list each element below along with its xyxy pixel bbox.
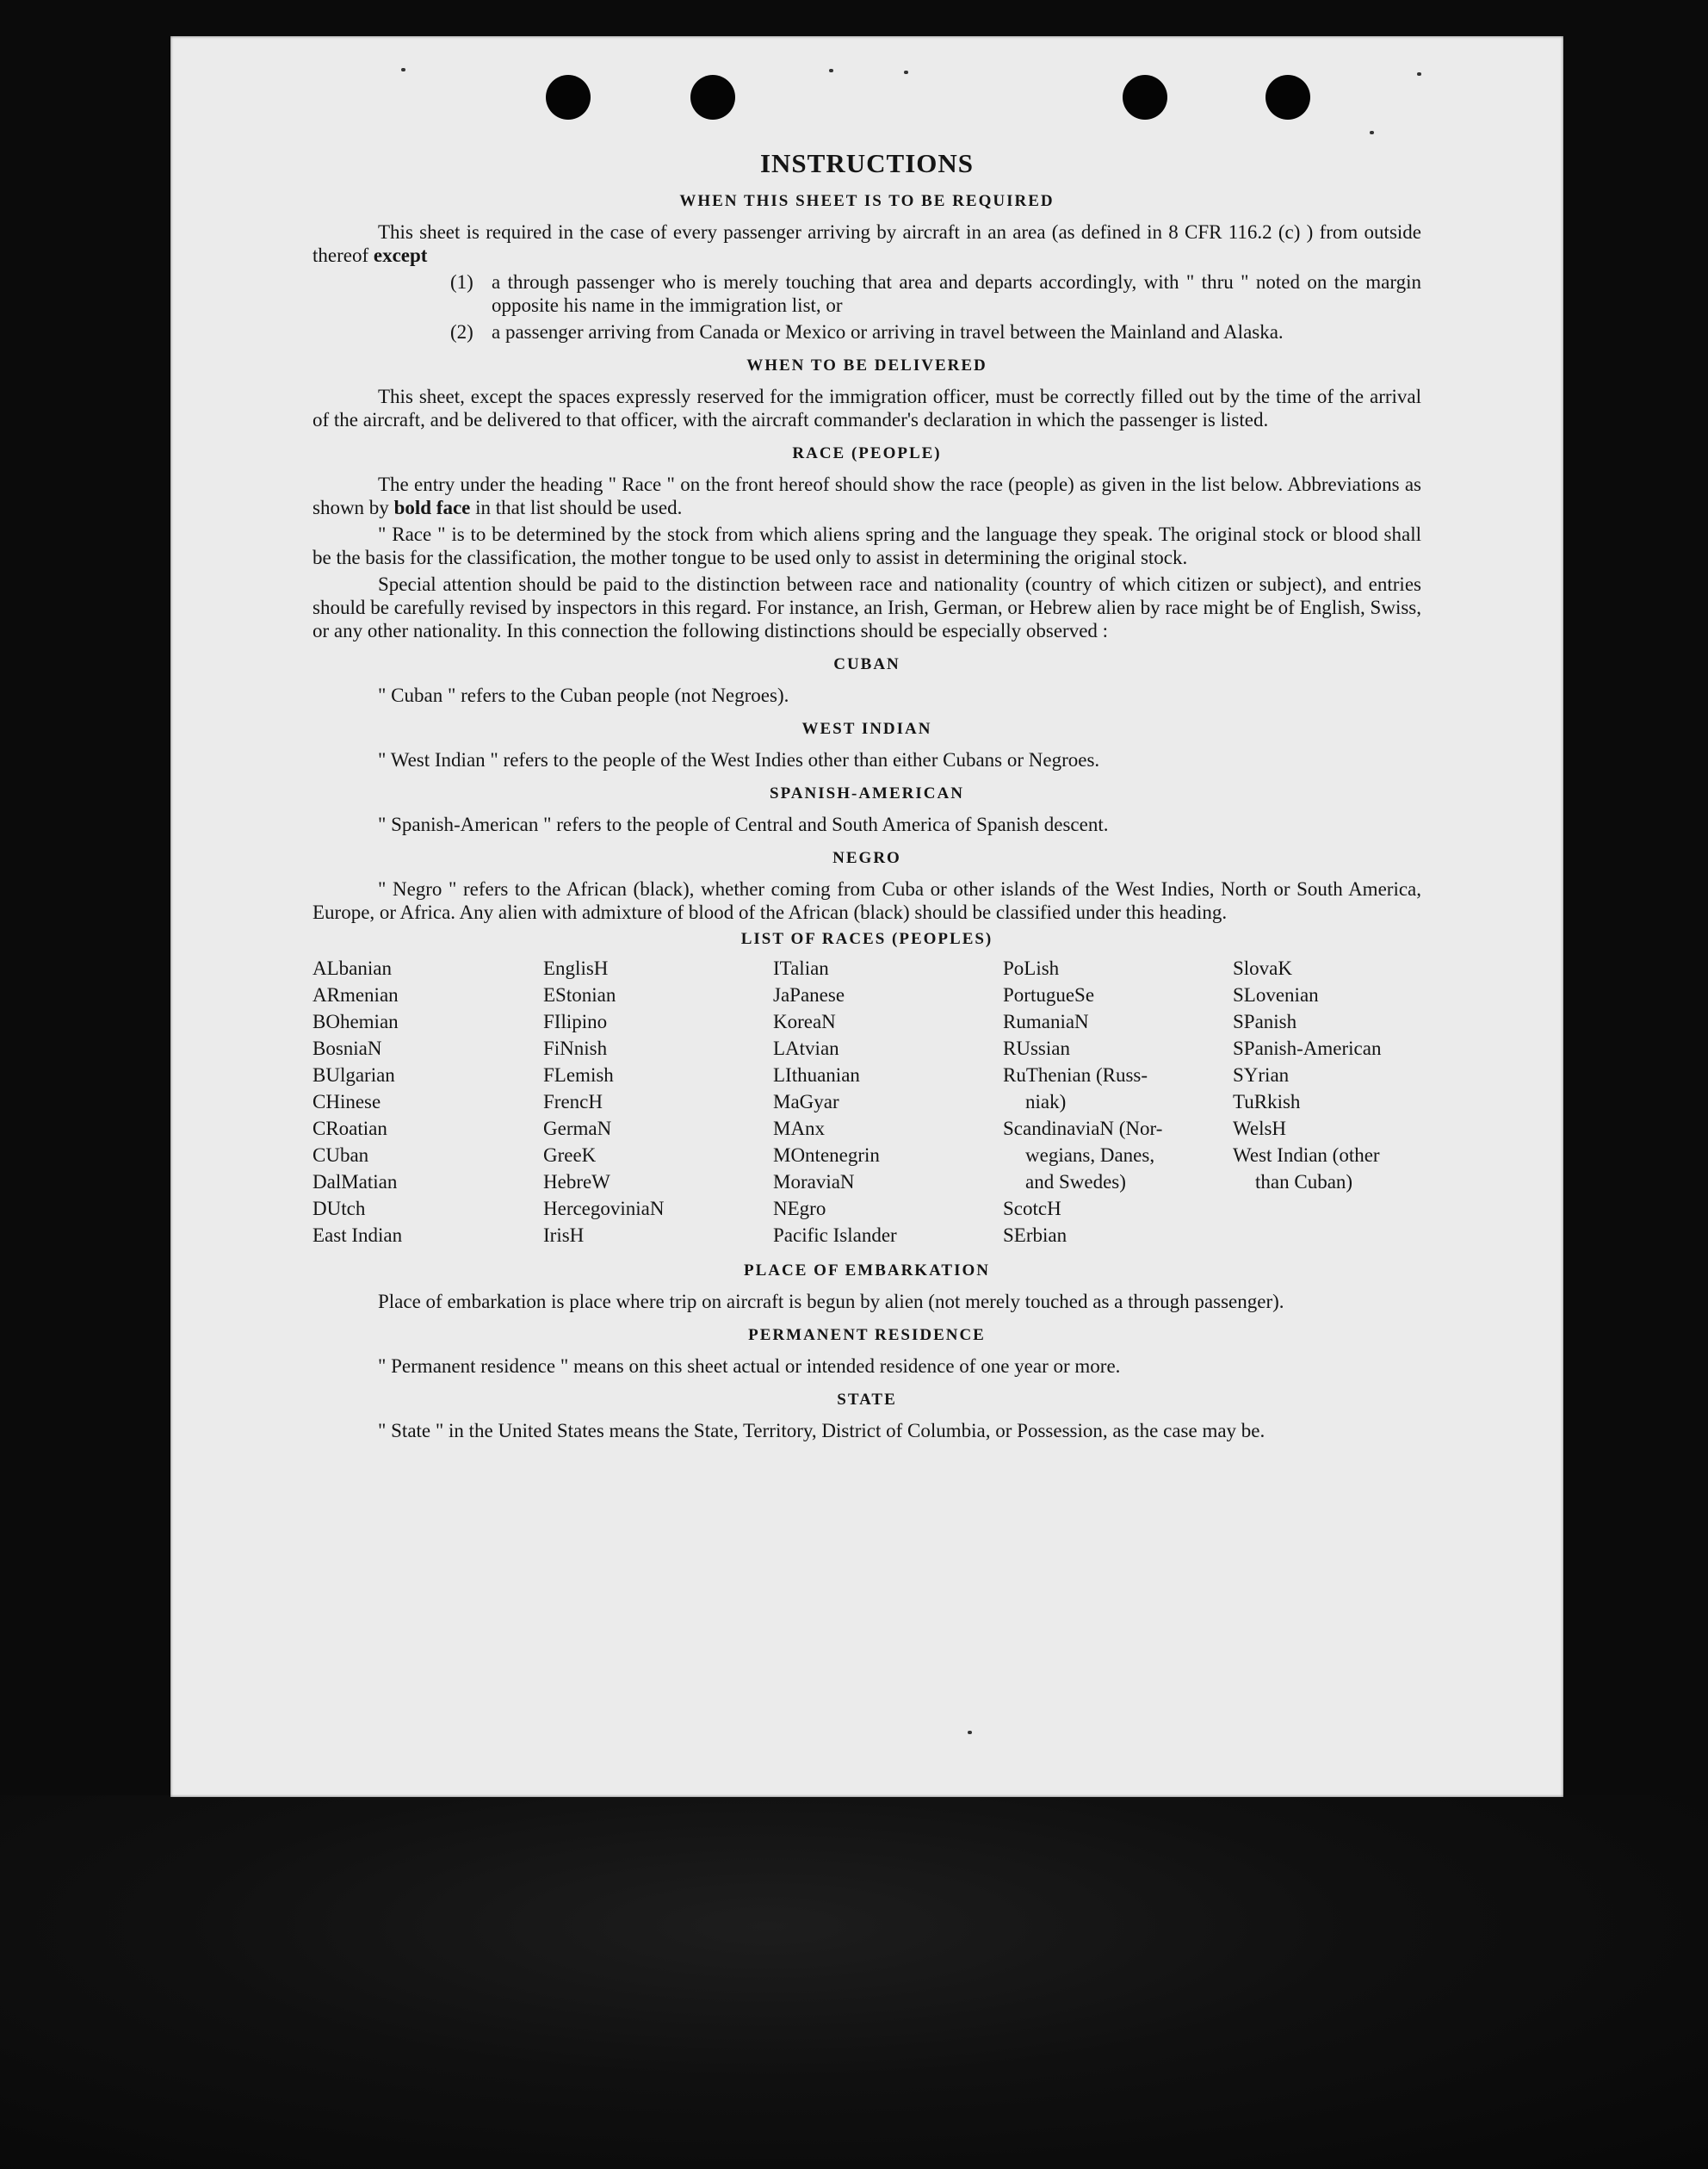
negro-text: " Negro " refers to the African (black), whether coming from Cuba or other islands of the West Indies, North or South America, Europe, or Africa. Any alien with admixture of blood of the African (black) should be classified under this heading. (313, 878, 1421, 923)
race-entry: FrencH (543, 1091, 603, 1112)
background-shadow (0, 1795, 1708, 2169)
race-entry: RumaniaN (1003, 1011, 1089, 1032)
race-entry: BosniaN (313, 1038, 382, 1059)
race-entry: CRoatian (313, 1118, 387, 1139)
race-entry: MaGyar (773, 1091, 839, 1112)
exception-item: (1) a through passenger who is merely touching that area and departs accordingly, with " thru " noted on the margin opposite his name in the immigration list, or (450, 271, 1421, 316)
race-entry: SYrian (1233, 1064, 1290, 1086)
race-entry: BOhemian (313, 1011, 399, 1032)
speck (829, 69, 833, 72)
speck (1370, 131, 1374, 134)
race-entry: WelsH (1233, 1118, 1287, 1139)
race-entry: NEgro (773, 1198, 826, 1219)
heading-state: STATE (837, 1391, 897, 1409)
race-entry: JaPanese (773, 984, 845, 1006)
speck (968, 1731, 972, 1734)
race-entry: MoraviaN (773, 1171, 855, 1193)
race-entry: CUban (313, 1144, 369, 1166)
state-text: " State " in the United States means the State, Territory, District of Columbia, or Possession, as the case may be. (378, 1420, 1266, 1441)
required-intro: This sheet is required in the case of every passenger arriving by aircraft in an area (as defined in 8 CFR 116.2 (c) ) from outside thereof except (313, 221, 1421, 266)
races-column-2 (543, 955, 773, 1249)
race-entry: RuThenian (Russ- (1003, 1064, 1148, 1086)
race-entry: SPanish-American (1233, 1038, 1382, 1059)
race-entry: CHinese (313, 1091, 381, 1112)
punch-hole (1123, 75, 1167, 120)
speck (1417, 72, 1421, 76)
race-entry: RUssian (1003, 1038, 1070, 1059)
race-entry: ITalian (773, 957, 829, 979)
races-column-3 (773, 955, 1003, 1249)
races-column-4 (1003, 955, 1233, 1249)
required-exceptions (313, 270, 1421, 344)
race-entry: MOntenegrin (773, 1144, 880, 1166)
race-entry-continuation: and Swedes) (1025, 1171, 1126, 1193)
page-title: INSTRUCTIONS (759, 148, 974, 178)
race-entry: FiNnish (543, 1038, 608, 1059)
instructions-content (313, 148, 1421, 1446)
race-entry: DalMatian (313, 1171, 398, 1193)
race-entry: KoreaN (773, 1011, 836, 1032)
race-paragraph-2: " Race " is to be determined by the stock from which aliens spring and the language they speak. The original stock or blood shall be the basis for the classification, the mother tongue to be used only to assist in determining the original stock. (313, 524, 1421, 568)
speck (904, 71, 908, 74)
race-entry: GreeK (543, 1144, 597, 1166)
race-entry: ALbanian (313, 957, 392, 979)
races-column-5 (1233, 955, 1421, 1249)
race-entry: ScandinaviaN (Nor- (1003, 1118, 1163, 1139)
heading-spanish-american: SPANISH-AMERICAN (770, 784, 964, 803)
race-entry-continuation: than Cuban) (1255, 1171, 1353, 1193)
punch-hole (546, 75, 591, 120)
speck (401, 68, 405, 71)
heading-permanent-residence: PERMANENT RESIDENCE (748, 1326, 986, 1344)
cuban-text: " Cuban " refers to the Cuban people (not Negroes). (378, 685, 789, 706)
race-entry: ScotcH (1003, 1198, 1061, 1219)
heading-list-of-races: LIST OF RACES (PEOPLES) (740, 930, 993, 948)
document-page (170, 36, 1563, 1797)
races-list (313, 955, 1421, 1249)
race-entry: IrisH (543, 1224, 585, 1246)
race-entry: FLemish (543, 1064, 614, 1086)
race-entry: GermaN (543, 1118, 612, 1139)
race-entry: PoLish (1003, 957, 1060, 979)
west-indian-text: " West Indian " refers to the people of the West Indies other than either Cubans or Negroes. (378, 749, 1100, 771)
race-entry: EStonian (543, 984, 616, 1006)
spanish-american-text: " Spanish-American " refers to the people of Central and South America of Spanish descent. (378, 814, 1109, 835)
race-entry: FIlipino (543, 1011, 608, 1032)
race-entry: SLovenian (1233, 984, 1319, 1006)
race-paragraph-1: The entry under the heading " Race " on the front hereof should show the race (people) as given in the list below. Abbreviations as shown by bold face in that list should be used. (313, 474, 1421, 518)
race-entry: HebreW (543, 1171, 610, 1193)
race-entry: EnglisH (543, 957, 609, 979)
race-entry: Pacific Islander (773, 1224, 897, 1246)
race-entry: SPanish (1233, 1011, 1297, 1032)
heading-when-delivered: WHEN TO BE DELIVERED (746, 356, 987, 375)
punch-hole (1266, 75, 1310, 120)
race-entry: ARmenian (313, 984, 399, 1006)
race-entry: LIthuanian (773, 1064, 860, 1086)
residence-text: " Permanent residence " means on this sheet actual or intended residence of one year or more. (378, 1355, 1121, 1377)
race-entry: SlovaK (1233, 957, 1292, 979)
embarkation-text: Place of embarkation is place where trip on aircraft is begun by alien (not merely touched as a through passenger). (378, 1291, 1284, 1312)
race-entry: TuRkish (1233, 1091, 1301, 1112)
heading-race: RACE (PEOPLE) (792, 444, 942, 462)
punch-hole (690, 75, 735, 120)
races-column-1 (313, 955, 543, 1249)
race-entry: West Indian (other (1233, 1144, 1380, 1166)
race-entry: SErbian (1003, 1224, 1068, 1246)
heading-west-indian: WEST INDIAN (801, 720, 932, 738)
race-entry: MAnx (773, 1118, 826, 1139)
race-entry-continuation: niak) (1025, 1091, 1067, 1112)
heading-place-of-embarkation: PLACE OF EMBARKATION (744, 1261, 990, 1280)
delivered-text: This sheet, except the spaces expressly reserved for the immigration officer, must be correctly filled out by the time of the arrival of the aircraft, and be delivered to that officer, with the aircraft commander's declaration in which the passenger is listed. (313, 386, 1421, 431)
heading-negro: NEGRO (832, 849, 901, 867)
race-entry: HercegoviniaN (543, 1198, 665, 1219)
race-entry: PortugueSe (1003, 984, 1095, 1006)
race-entry-continuation: wegians, Danes, (1025, 1144, 1155, 1166)
race-entry: BUlgarian (313, 1064, 395, 1086)
race-entry: East Indian (313, 1224, 403, 1246)
heading-when-required: WHEN THIS SHEET IS TO BE REQUIRED (679, 192, 1055, 210)
race-entry: LAtvian (773, 1038, 839, 1059)
race-paragraph-3: Special attention should be paid to the distinction between race and nationality (country of which citizen or subject), and entries should be carefully revised by inspectors in this regard. For instance, an Irish, German, or Hebrew alien by race might be of English, Swiss, or any other nationality. In this connection the following distinctions should be especially observed : (313, 573, 1421, 641)
exception-item: (2) a passenger arriving from Canada or Mexico or arriving in travel between the Mainland and Alaska. (450, 321, 1284, 343)
race-entry: DUtch (313, 1198, 366, 1219)
heading-cuban: CUBAN (833, 655, 900, 673)
